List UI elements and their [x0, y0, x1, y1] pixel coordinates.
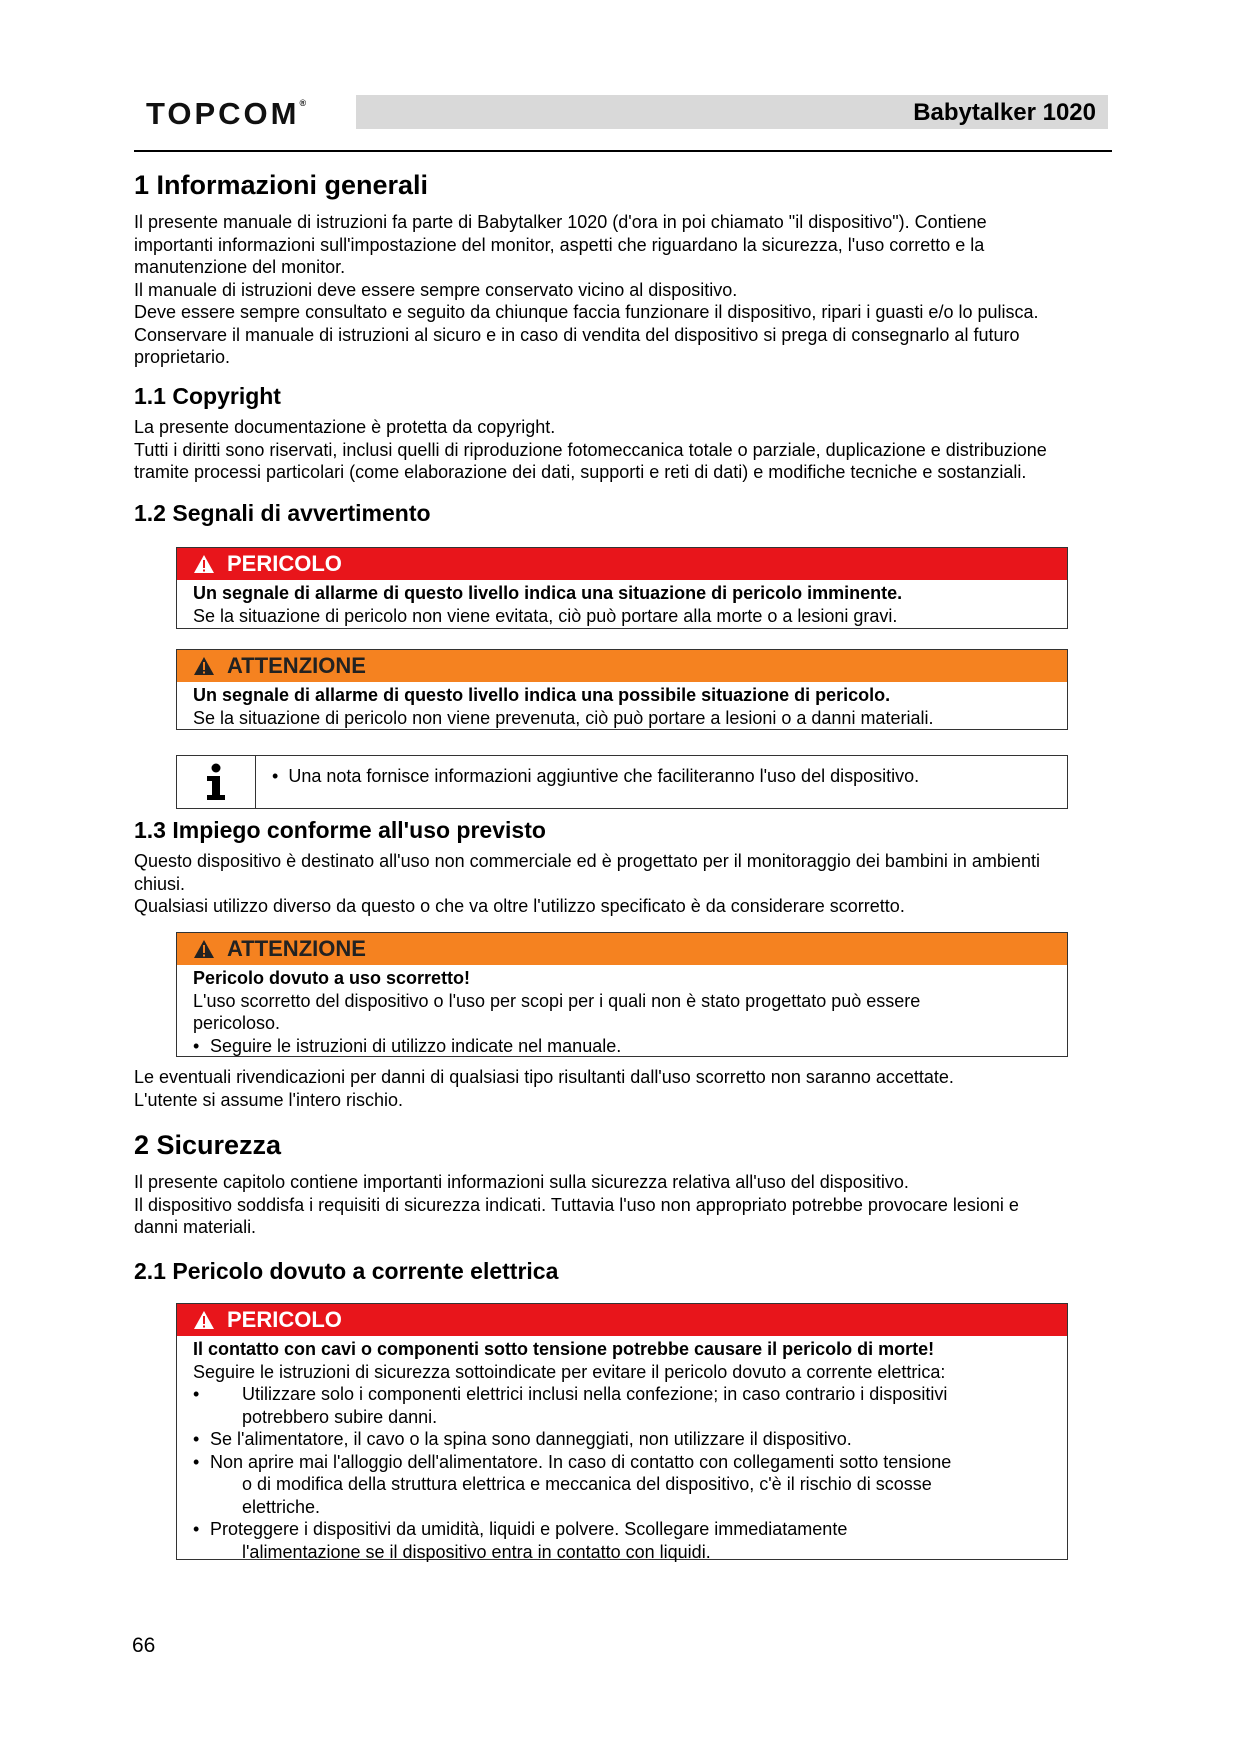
paragraph-line: Questo dispositivo è destinato all'uso non commerciale ed è progettato per il monitoraggio dei bambini in ambienti	[134, 851, 1040, 871]
section-title: 1.2 Segnali di avvertimento	[134, 500, 431, 526]
list-item-text: Se l'alimentatore, il cavo o la spina sono danneggiati, non utilizzare il dispositivo.	[210, 1429, 852, 1449]
header-rule	[134, 150, 1112, 152]
section-1-1	[134, 383, 1114, 484]
box-bold-text: Pericolo dovuto a uso scorretto!	[193, 968, 471, 988]
warning-triangle-icon	[193, 554, 215, 574]
danger-label: PERICOLO	[227, 551, 342, 576]
paragraph-line: Le eventuali rivendicazioni per danni di qualsiasi tipo risultanti dall'uso scorretto non saranno accettate.	[134, 1067, 954, 1087]
info-icon	[177, 756, 256, 808]
paragraph-line: danni materiali.	[134, 1217, 257, 1237]
caution-box	[176, 649, 1068, 730]
list-item-text: elettriche.	[242, 1496, 321, 1517]
danger-box-header	[177, 548, 1067, 580]
list-item-text: potrebbero subire danni.	[242, 1406, 438, 1427]
list-item-text: Seguire le istruzioni di utilizzo indicate nel manuale.	[210, 1035, 622, 1056]
list-item-text: Utilizzare solo i componenti elettrici inclusi nella confezione; in caso contrario i dispositivi	[242, 1384, 948, 1404]
box-text: pericoloso.	[193, 1013, 281, 1033]
section-title: 2 Sicurezza	[134, 1130, 282, 1160]
bullet: •	[272, 766, 279, 786]
note-box	[176, 755, 1068, 809]
section-title: 1 Informazioni generali	[134, 170, 429, 200]
list-item: • Proteggere i dispositivi da umidità, liquidi e polvere. Scollegare immediatamente l'alimentazione se il dispositivo entra in contatto con liquidi.	[193, 1518, 1051, 1563]
caution-box-header	[177, 650, 1067, 682]
section-1-2	[134, 500, 431, 527]
product-header-bar	[356, 95, 1108, 129]
box-text: Se la situazione di pericolo non viene evitata, ciò può portare alla morte o a lesioni gravi.	[193, 605, 898, 626]
paragraph-line: proprietario.	[134, 347, 231, 367]
list-item-text: Proteggere i dispositivi da umidità, liquidi e polvere. Scollegare immediatamente	[210, 1519, 848, 1539]
box-text: Seguire le istruzioni di sicurezza sottoindicate per evitare il pericolo dovuto a corrente elettrica:	[193, 1361, 946, 1382]
product-title: Babytalker 1020	[913, 99, 1096, 126]
list-item: • Non aprire mai l'alloggio dell'alimentatore. In caso di contatto con collegamenti sotto tensione o di modifica della struttura elettrica e meccanica del dispositivo, c'è il rischio di scosse elettriche.	[193, 1451, 1051, 1519]
list-item: • Utilizzare solo i componenti elettrici inclusi nella confezione; in caso contrario i dispositivi potrebbero subire danni.	[193, 1383, 1051, 1428]
section-title: 1.1 Copyright	[134, 383, 281, 409]
warning-triangle-icon	[193, 656, 215, 676]
section-2	[134, 1130, 1114, 1239]
paragraph-line: importanti informazioni sull'impostazione del monitor, aspetti che riguardano la sicurezza, l'uso corretto e la	[134, 234, 985, 255]
danger-label: PERICOLO	[227, 1307, 342, 1332]
box-bold-text: Un segnale di allarme di questo livello indica una possibile situazione di pericolo.	[193, 685, 891, 705]
paragraph-line: Tutti i diritti sono riservati, inclusi quelli di riproduzione fotomeccanica totale o parziale, duplicazione e distribuzione	[134, 439, 1047, 460]
section-title: 2.1 Pericolo dovuto a corrente elettrica	[134, 1258, 559, 1284]
section-1-3-after	[134, 1066, 1114, 1111]
danger-box	[176, 547, 1068, 629]
paragraph-line: La presente documentazione è protetta da copyright.	[134, 417, 556, 437]
list-item-text: l'alimentazione se il dispositivo entra in contatto con liquidi.	[242, 1541, 711, 1562]
paragraph-line: Qualsiasi utilizzo diverso da questo o che va oltre l'utilizzo specificato è da considerare scorretto.	[134, 896, 905, 916]
paragraph-line: Deve essere sempre consultato e seguito da chiunque faccia funzionare il dispositivo, ripari i guasti e/o lo pulisca.	[134, 302, 1039, 322]
box-text: Se la situazione di pericolo non viene prevenuta, ciò può portare a lesioni o a danni materiali.	[193, 707, 934, 728]
box-bold-text: Un segnale di allarme di questo livello indica una situazione di pericolo imminente.	[193, 583, 903, 603]
box-bold-text: Il contatto con cavi o componenti sotto tensione potrebbe causare il pericolo di morte!	[193, 1339, 935, 1359]
paragraph-line: chiusi.	[134, 873, 186, 894]
danger-box	[176, 1303, 1068, 1560]
caution-label: ATTENZIONE	[227, 653, 366, 678]
danger-box-header	[177, 1304, 1067, 1336]
caution-label: ATTENZIONE	[227, 936, 366, 961]
list-item-text: Non aprire mai l'alloggio dell'alimentatore. In caso di contatto con collegamenti sotto tensione	[210, 1451, 952, 1472]
paragraph-line: Il dispositivo soddisfa i requisiti di sicurezza indicati. Tuttavia l'uso non appropriato potrebbe provocare lesioni e	[134, 1194, 1019, 1215]
section-1	[134, 170, 1114, 369]
paragraph-line: Conservare il manuale di istruzioni al sicuro e in caso di vendita del dispositivo si prega di consegnarlo al futuro	[134, 324, 1020, 345]
topcom-logo: TOPCOM®	[146, 96, 307, 131]
box-text: L'uso scorretto del dispositivo o l'uso per scopi per i quali non è stato progettato può essere	[193, 990, 921, 1011]
warning-triangle-icon	[193, 1310, 215, 1330]
paragraph-line: manutenzione del monitor.	[134, 257, 346, 277]
page-number: 66	[132, 1634, 156, 1657]
paragraph-line: Il presente capitolo contiene importanti informazioni sulla sicurezza relativa all'uso del dispositivo.	[134, 1172, 909, 1192]
caution-box-header	[177, 933, 1067, 965]
section-2-1	[134, 1258, 558, 1285]
section-1-3	[134, 817, 1114, 918]
paragraph-line: Il presente manuale di istruzioni fa parte di Babytalker 1020 (d'ora in poi chiamato "il dispositivo"). Contiene	[134, 212, 987, 232]
warning-triangle-icon	[193, 939, 215, 959]
caution-box	[176, 932, 1068, 1057]
paragraph-line: L'utente si assume l'intero rischio.	[134, 1089, 403, 1110]
note-text: Una nota fornisce informazioni aggiuntive che faciliteranno l'uso del dispositivo.	[288, 766, 920, 786]
list-item: • Seguire le istruzioni di utilizzo indicate nel manuale.	[193, 1035, 622, 1056]
note-text-line	[256, 756, 919, 808]
paragraph-line: tramite processi particolari (come elaborazione dei dati, supporti e reti di dati) e modifiche tecniche e sostanziali.	[134, 462, 1027, 482]
section-title: 1.3 Impiego conforme all'uso previsto	[134, 817, 546, 843]
paragraph-line: Il manuale di istruzioni deve essere sempre conservato vicino al dispositivo.	[134, 279, 738, 300]
list-item-text: o di modifica della struttura elettrica e meccanica del dispositivo, c'è il rischio di scosse	[242, 1474, 932, 1494]
list-item: • Se l'alimentatore, il cavo o la spina sono danneggiati, non utilizzare il dispositivo.	[193, 1428, 1051, 1451]
